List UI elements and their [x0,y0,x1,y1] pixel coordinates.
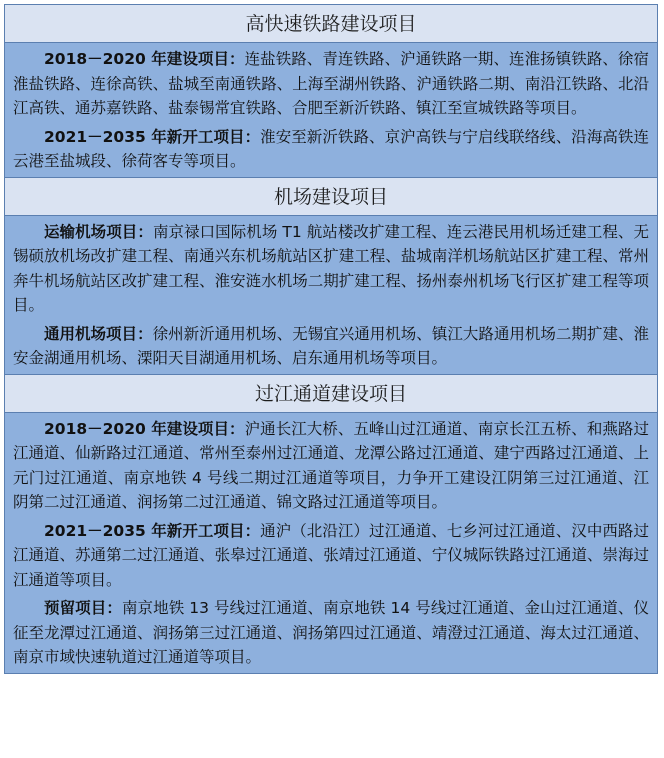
section-body-river-crossing [5,413,657,673]
paragraph [13,596,649,670]
section-header-river-crossing: 过江通道建设项目 [5,375,657,413]
paragraph-lead: 通用机场项目： [44,324,153,343]
paragraph [13,47,649,121]
section-body-railway [5,43,657,178]
paragraph [13,417,649,515]
section-header-airport: 机场建设项目 [5,178,657,216]
paragraph-text: 沪通长江大桥、五峰山过江通道、南京长江五桥、和燕路过江通道、仙新路过江通道、常州至泰州过江通道、龙潭公路过江通道、建宁西路过江通道、上元门过江通道、南京地铁 4 号线二期过江通道等项目，力争开工建设江阴第三过江通道、江阴第二过江通道、润扬第二过江通道、锦文路过江通道等项目。 [13,419,649,511]
paragraph-lead: 预留项目： [44,599,122,617]
paragraph [13,519,649,593]
paragraph-lead: 2021－2035 年新开工项目： [44,521,261,540]
section-header-railway: 高快速铁路建设项目 [5,5,657,43]
section-body-airport [5,216,657,375]
paragraph [13,220,649,318]
paragraph [13,322,649,371]
paragraph-text: 南京地铁 13 号线过江通道、南京地铁 14 号线过江通道、金山过江通道、仪征至龙潭过江通道、润扬第三过江通道、润扬第四过江通道、靖澄过江通道、海太过江通道、南京市域快速轨道过江通道等项目。 [13,599,649,666]
paragraph-text: 南京禄口国际机场 T1 航站楼改扩建工程、连云港民用机场迁建工程、无锡硕放机场改扩建工程、南通兴东机场航站区扩建工程、盐城南洋机场航站区扩建工程、常州奔牛机场航站区改扩建工程、淮安涟水机场二期扩建工程、扬州泰州机场飞行区扩建工程等项目。 [13,222,649,314]
paragraph-text: 通沪（北沿江）过江通道、七乡河过江通道、汉中西路过江通道、苏通第二过江通道、张皋过江通道、张靖过江通道、宁仪城际铁路过江通道、崇海过江通道等项目。 [13,521,649,589]
paragraph-text: 淮安至新沂铁路、京沪高铁与宁启线联络线、沿海高铁连云港至盐城段、徐荷客专等项目。 [13,127,649,170]
paragraph-lead: 2018－2020 年建设项目： [44,419,245,438]
paragraph-lead: 2021－2035 年新开工项目： [44,127,261,146]
projects-table [4,4,658,674]
paragraph-lead: 运输机场项目： [44,222,153,241]
paragraph [13,125,649,174]
paragraph-text: 连盐铁路、青连铁路、沪通铁路一期、连淮扬镇铁路、徐宿淮盐铁路、连徐高铁、盐城至南通铁路、上海至湖州铁路、沪通铁路二期、南沿江铁路、北沿江高铁、通苏嘉铁路、盐泰锡常宜铁路、合肥至新沂铁路、镇江至宣城铁路等项目。 [13,50,649,117]
paragraph-lead: 2018－2020 年建设项目： [44,50,245,68]
paragraph-text: 徐州新沂通用机场、无锡宜兴通用机场、镇江大路通用机场二期扩建、淮安金湖通用机场、溧阳天目湖通用机场、启东通用机场等项目。 [13,324,649,367]
